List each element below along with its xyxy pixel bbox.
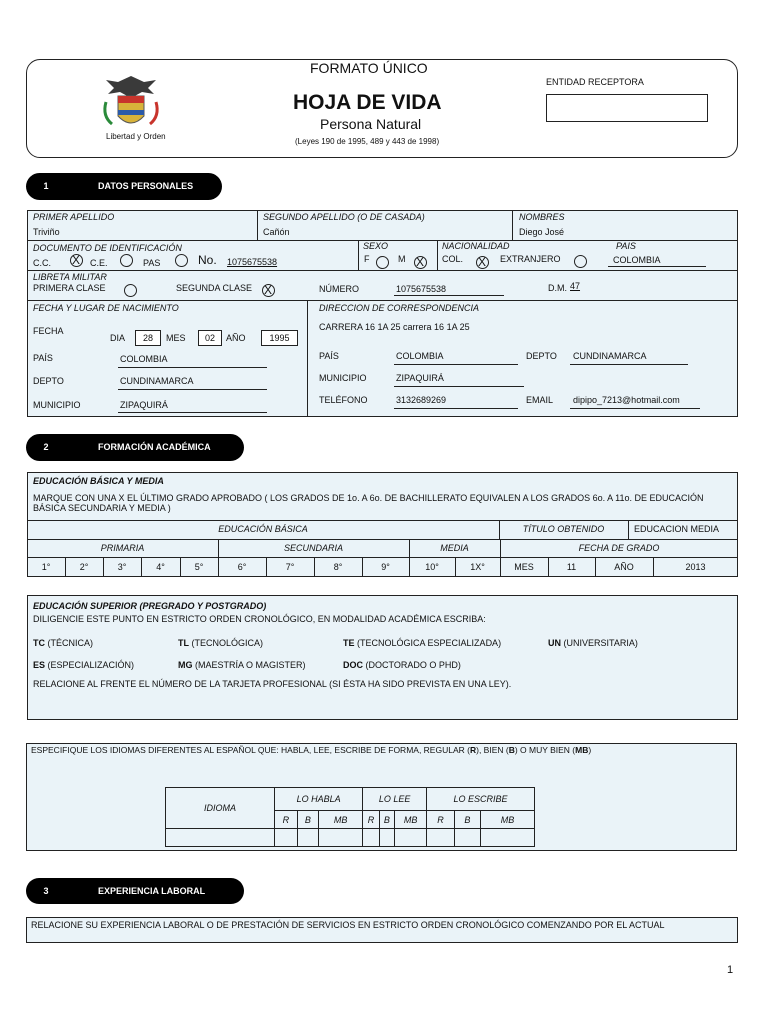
secundaria-header: SECUNDARIA (283, 543, 343, 553)
entidad-label: ENTIDAD RECEPTORA (546, 77, 644, 87)
basica-title: EDUCACIÓN BÁSICA Y MEDIA (33, 476, 164, 486)
escribe-mb-cell[interactable] (480, 829, 534, 847)
section-2-number: 2 (43, 442, 49, 452)
escribe-b: B (454, 811, 480, 829)
primaria-header: PRIMARIA (100, 543, 145, 553)
idiomas-instructions: ESPECIFIQUE LOS IDIOMAS DIFERENTES AL ESPAÑOL QUE: HABLA, LEE, ESCRIBE DE FORMA, REGULAR (R), BIEN (B) O MUY BIEN (MB) (31, 745, 592, 755)
sexo-label: SEXO (363, 241, 389, 251)
modalidad-te: TE (TECNOLÓGICA ESPECIALIZADA) (343, 638, 502, 648)
grade-9[interactable]: 9° (381, 562, 390, 572)
f-radio[interactable] (376, 256, 389, 269)
experiencia-instructions: RELACIONE SU EXPERIENCIA LABORAL O DE PRESTACIÓN DE SERVICIOS EN ESTRICTO ORDEN CRONOLÓGICO COMENZANDO POR EL ACTUAL (31, 920, 665, 930)
grade-5[interactable]: 5° (194, 562, 204, 572)
nombres-label: NOMBRES (519, 212, 565, 222)
nombres-value[interactable]: Diego José (519, 227, 565, 237)
lo-lee-header: LO LEE (363, 788, 427, 811)
segunda-clase-radio[interactable] (262, 284, 275, 297)
page-title: HOJA DE VIDA (293, 91, 442, 114)
escribe-b-cell[interactable] (454, 829, 480, 847)
nacionalidad-label: NACIONALIDAD (442, 241, 510, 251)
titulo-obtenido-label: TÍTULO OBTENIDO (522, 524, 605, 534)
telefono-value[interactable]: 3132689269 (396, 395, 447, 405)
pais-nac-label: PAIS (616, 241, 636, 251)
email-label: EMAIL (526, 395, 554, 405)
primera-clase-radio[interactable] (124, 284, 137, 297)
lo-habla-header: LO HABLA (275, 788, 363, 811)
dia-label: DIA (110, 333, 126, 343)
pas-radio[interactable] (175, 254, 188, 267)
dm-value[interactable]: 47 (570, 281, 581, 291)
libreta-numero[interactable]: 1075675538 (396, 284, 447, 294)
grade-6[interactable]: 6° (237, 562, 247, 572)
pais-dir-label: PAÍS (319, 351, 339, 361)
grade-7[interactable]: 7° (285, 562, 295, 572)
ano-label: AÑO (226, 333, 246, 343)
basica-instructions: MARQUE CON UNA X EL ÚLTIMO GRADO APROBADO ( LOS GRADOS DE 1o. A 6o. DE BACHILLERATO EQUIVALEN A LOS GRADOS 6o. A 11o. DE EDUCACIÓN BÁSICA SECUNDARIA Y MEDIA ) (33, 493, 704, 513)
segundo-apellido-value[interactable]: Cañón (263, 227, 290, 237)
doc-label: DOCUMENTO DE IDENTIFICACIÓN (33, 243, 182, 253)
lee-r-cell[interactable] (363, 829, 379, 847)
escribe-mb: MB (480, 811, 534, 829)
modalidad-tc: TC (TÉCNICA) (33, 638, 94, 648)
tarjeta-instructions: RELACIONE AL FRENTE EL NÚMERO DE LA TARJETA PROFESIONAL (SI ÉSTA HA SIDO PREVISTA EN UNA LEY). (33, 679, 512, 689)
m-label: M (398, 254, 406, 264)
laws-note: (Leyes 190 de 1995, 489 y 443 de 1998) (295, 137, 440, 146)
depto-nacimiento-label: DEPTO (33, 376, 64, 386)
mes-label: MES (166, 333, 186, 343)
modalidad-doc: DOC (DOCTORADO O PHD) (343, 660, 461, 670)
section-3-number: 3 (43, 886, 49, 896)
numero-label: NÚMERO (319, 284, 359, 294)
primer-apellido-value[interactable]: Triviño (33, 227, 60, 237)
section-2-title: FORMACIÓN ACADÉMICA (98, 442, 211, 452)
modalidad-un: UN (UNIVERSITARIA) (548, 638, 638, 648)
habla-mb-cell[interactable] (319, 829, 363, 847)
formato-label: FORMATO ÚNICO (310, 60, 428, 76)
superior-instructions: DILIGENCIE ESTE PUNTO EN ESTRICTO ORDEN CRONOLÓGICO, EN MODALIDAD ACADÉMICA ESCRIBA: (33, 614, 486, 624)
pais-nac-value[interactable]: COLOMBIA (613, 255, 661, 265)
grade-2[interactable]: 2° (79, 562, 89, 572)
habla-mb: MB (319, 811, 363, 829)
primera-clase-label: PRIMERA CLASE (33, 283, 106, 293)
superior-title: EDUCACIÓN SUPERIOR (PREGRADO Y POSTGRADO) (33, 601, 267, 611)
lee-mb: MB (395, 811, 427, 829)
ce-label: C.E. (90, 258, 108, 268)
fecha-lugar-label: FECHA Y LUGAR DE NACIMIENTO (33, 303, 179, 313)
idioma-cell[interactable] (166, 829, 275, 847)
entidad-input[interactable] (546, 94, 708, 122)
cc-label: C.C. (33, 258, 51, 268)
f-label: F (364, 254, 370, 264)
municipio-nacimiento-value[interactable]: ZIPAQUIRÁ (120, 400, 168, 410)
municipio-dir-value[interactable]: ZIPAQUIRÁ (396, 373, 444, 383)
lee-r: R (363, 811, 379, 829)
section-1-title: DATOS PERSONALES (98, 181, 194, 191)
languages-table (165, 787, 535, 847)
m-radio[interactable] (414, 256, 427, 269)
page-subtitle: Persona Natural (320, 116, 422, 132)
extranjero-radio[interactable] (574, 255, 587, 268)
municipio-nacimiento-label: MUNICIPIO (33, 400, 81, 410)
section-1-header (26, 173, 222, 200)
municipio-dir-label: MUNICIPIO (319, 373, 367, 383)
no-label: No. (198, 253, 217, 267)
lo-escribe-header: LO ESCRIBE (427, 788, 535, 811)
direccion-value[interactable]: CARRERA 16 1A 25 carrera 16 1A 25 (319, 322, 470, 332)
fecha-grado-ano-label: AÑO (614, 562, 634, 572)
grade-1[interactable]: 1° (41, 562, 51, 572)
mes-value[interactable]: 02 (198, 330, 222, 346)
modalidad-es: ES (ESPECIALIZACIÓN) (33, 660, 135, 670)
ce-radio[interactable] (120, 254, 133, 267)
idioma-header: IDIOMA (166, 788, 275, 829)
grade-4[interactable]: 4° (156, 562, 165, 572)
grade-8[interactable]: 8° (333, 562, 343, 572)
telefono-label: TELÉFONO (319, 395, 368, 405)
pais-dir-value[interactable]: COLOMBIA (396, 351, 444, 361)
col-radio[interactable] (476, 256, 489, 269)
habla-b: B (297, 811, 318, 829)
modalidad-tl: TL (TECNOLÓGICA) (178, 638, 264, 648)
extranjero-label: EXTRANJERO (500, 254, 561, 264)
depto-dir-value[interactable]: CUNDINAMARCA (573, 351, 647, 361)
fecha-grado-header: FECHA DE GRADO (578, 543, 660, 553)
section-2-header (26, 434, 244, 461)
grade-3[interactable]: 3° (117, 562, 127, 572)
lee-mb-cell[interactable] (395, 829, 427, 847)
escribe-r-cell[interactable] (427, 829, 455, 847)
pas-label: PAS (143, 258, 161, 268)
pais-nacimiento-label: PAÍS (33, 353, 53, 363)
section-3-title: EXPERIENCIA LABORAL (98, 886, 206, 896)
depto-nacimiento-value[interactable]: CUNDINAMARCA (120, 376, 194, 386)
dia-value[interactable]: 28 (135, 330, 161, 346)
lee-b-cell[interactable] (379, 829, 394, 847)
segundo-apellido-label: SEGUNDO APELLIDO (O DE CASADA) (263, 212, 425, 222)
modalidad-mg: MG (MAESTRÍA O MAGISTER) (178, 660, 306, 670)
fecha-grado-ano-value[interactable]: 2013 (685, 562, 706, 572)
titulo-obtenido-value[interactable]: EDUCACION MEDIA (634, 524, 720, 534)
lee-b: B (379, 811, 394, 829)
section-3-header (26, 878, 244, 904)
col-label: COL. (442, 254, 464, 264)
logo-caption: Libertad y Orden (106, 132, 166, 141)
page-number: 1 (727, 964, 734, 976)
primer-apellido-label: PRIMER APELLIDO (33, 212, 115, 222)
grade-11[interactable]: 1X° (470, 562, 485, 572)
escribe-r: R (427, 811, 455, 829)
habla-r: R (275, 811, 298, 829)
media-header: MEDIA (440, 543, 469, 553)
educ-basica-header: EDUCACIÓN BÁSICA (218, 524, 308, 534)
habla-b-cell[interactable] (297, 829, 318, 847)
fecha-grado-mes-value[interactable]: 11 (566, 562, 577, 572)
section-1-number: 1 (43, 181, 49, 191)
dm-label: D.M. (548, 283, 567, 293)
depto-dir-label: DEPTO (526, 351, 557, 361)
libreta-label: LIBRETA MILITAR (33, 272, 107, 282)
direccion-label: DIRECCION DE CORRESPONDENCIA (319, 303, 480, 313)
coat-of-arms-logo (98, 72, 164, 144)
fecha-label: FECHA (33, 326, 64, 336)
cc-radio[interactable] (70, 254, 83, 267)
grade-10[interactable]: 10° (425, 562, 439, 572)
email-value[interactable]: dipipo_7213@hotmail.com (573, 395, 680, 405)
segunda-clase-label: SEGUNDA CLASE (176, 283, 253, 293)
pais-nacimiento-value[interactable]: COLOMBIA (120, 354, 168, 364)
fecha-grado-mes-label: MES (514, 562, 534, 572)
habla-r-cell[interactable] (275, 829, 298, 847)
doc-number[interactable]: 1075675538 (227, 257, 278, 267)
ano-value[interactable]: 1995 (261, 330, 298, 346)
